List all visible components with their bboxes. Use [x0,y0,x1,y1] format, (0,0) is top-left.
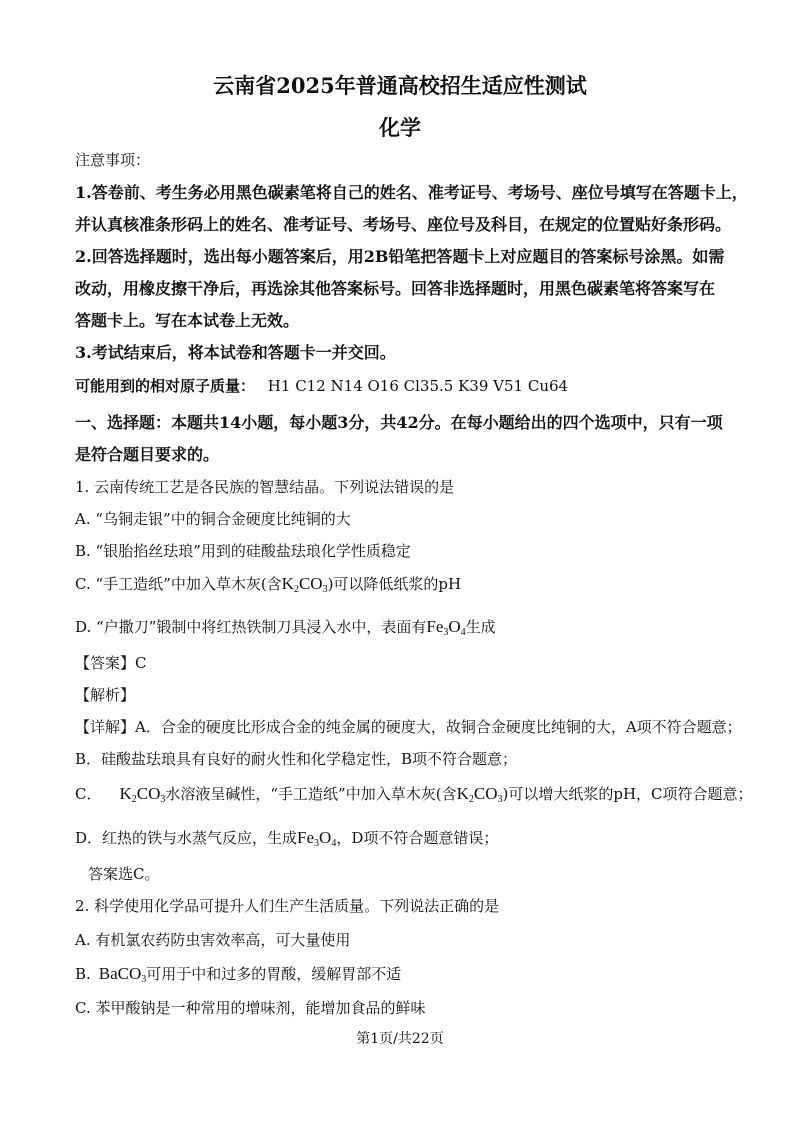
k2co3-formula: $K_2CO_3$ [281,574,328,595]
question-2-option-b: B. BaCO$_3$可用于中和过多的胃酸，缓解胃部不适 [75,964,402,985]
question-2-stem: 2. 科学使用化学品可提升人们生产生活质量。下列说法正确的是 [75,897,500,915]
option-c-text-end: )可以降低纸浆的pH [327,575,462,593]
note-line: 2.回答选择题时，选出每小题答案后，用2B铅笔把答题卡上对应题目的答案标号涂黑。如需 [75,247,725,266]
page-number: 第1页/共22页 [356,1031,444,1047]
note-line: 3.考试结束后，将本试卷和答题卡一并交回。 [75,343,396,362]
question-1-option-a: A. “乌铜走银”中的铜合金硬度比纯铜的大 [75,510,351,528]
option-d-text-end: 生成 [465,618,496,636]
section-heading: 一、选择题：本题共14小题，每小题3分，共42分。在每小题给出的四个选项中，只有一项 [75,413,723,432]
detail-a: 【详解】A．合金的硬度比形成合金的纯金属的硬度大，故铜合金硬度比纯铜的大，A项不符合题意； [75,718,742,736]
question-1-option-d [75,617,735,643]
section-heading-cont: 是符合题目要求的。 [75,445,220,464]
note-line: 答题卡上。写在本试卷上无效。 [75,311,300,330]
atomic-mass-label: 可能用到的相对原子质量： [75,377,256,395]
option-c-text: C. “手工造纸”中加入草木灰(含 [75,575,282,593]
answer-conclusion: 答案选C。 [88,865,160,883]
k2co3-formula: $K_2CO_3$ [456,784,503,805]
question-1-option-c [75,574,735,600]
k2co3-formula: $K_2CO_3$ [119,784,166,805]
note-line: 1.答卷前、考生务必用黑色碳素笔将自己的姓名、准考证号、考场号、座位号填写在答题卡上， [75,183,748,202]
note-line: 改动，用橡皮擦干净后，再选涂其他答案标号。回答非选择题时，用黑色碳素笔将答案写在 [75,279,716,298]
answer-label: 【答案】C [75,654,147,672]
atomic-mass-values: H1 C12 N14 O16 Cl35.5 K39 V51 Cu64 [267,377,569,395]
baco3-formula: BaCO$_3$ [98,964,147,985]
analysis-label: 【解析】 [75,686,136,704]
fe3o4-formula: $Fe_3O_4$ [426,617,466,638]
subject-title: 化学 [379,115,421,140]
question-1-option-b: B. “银胎掐丝珐琅”用到的硅酸盐珐琅化学性质稳定 [75,542,411,560]
question-1-stem: 1. 云南传统工艺是各民族的智慧结晶。下列说法错误的是 [75,478,455,496]
atomic-mass-line [75,376,735,396]
question-2-option-a: A. 有机氯农药防虫害效率高，可大量使用 [75,931,351,949]
detail-b: B．硅酸盐珐琅具有良好的耐火性和化学稳定性，B项不符合题意； [75,750,518,768]
note-line: 并认真核准条形码上的姓名、准考证号、考场号、座位号及科目，在规定的位置贴好条形码。 [75,215,732,234]
option-d-text: D. “户撒刀”锻制中将红热铁制刀具浸入水中，表面有 [75,618,427,636]
question-2-option-c: C. 苯甲酸钠是一种常用的增味剂，能增加食品的鲜味 [75,999,426,1017]
exam-title: 云南省2025年普通高校招生适应性测试 [213,73,587,98]
detail-d: D．红热的铁与水蒸气反应，生成$Fe_3O_4$，D项不符合题意错误； [75,828,499,849]
detail-c: C． $K_2CO_3$水溶液呈碱性，“手工造纸”中加入草木灰(含$K_2CO_3$)可以增大纸浆的pH，C项符合题意； [75,784,753,805]
fe3o4-formula: $Fe_3O_4$ [297,828,337,849]
notes-heading: 注意事项： [75,151,151,169]
